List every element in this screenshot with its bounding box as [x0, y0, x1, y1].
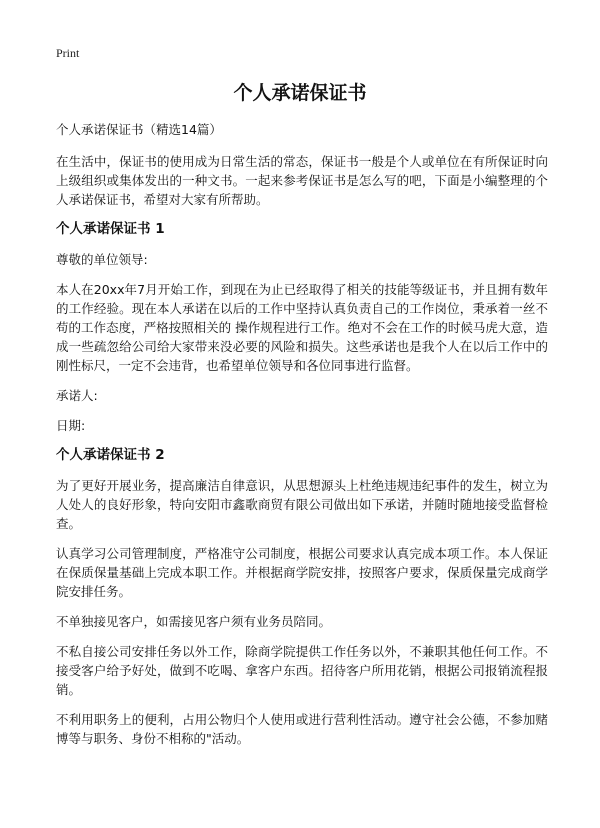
section-2-paragraph: 不私自接公司安排任务以外工作，除商学院提供工作任务以外，不兼职其他任何工作。不接受客户给予好处，做到不吃喝、拿客户东西。招待客户所用花销，根据公司报销流程报销。: [56, 644, 548, 697]
page-title: 个人承诺保证书: [233, 82, 367, 104]
section-2-paragraph: 认真学习公司管理制度，严格准守公司制度，根据公司要求认真完成本项工作。本人保证在保质保量基础上完成本职工作。并根据商学院安排，按照客户要求，保质保量完成商学院安排任务。: [56, 546, 548, 599]
section-2-paragraph: 不利用职务上的便利，占用公物归个人使用或进行营利性活动。遵守社会公德，不参加赌博等与职务、身份不相称的"活动。: [56, 712, 548, 746]
section-heading-2: 个人承诺保证书 2: [56, 447, 165, 463]
print-label[interactable]: Print: [56, 46, 80, 60]
section-1-body: 本人在20xx年7月开始工作，到现在为止已经取得了相关的技能等级证书，并且拥有数年的工作经验。现在本人承诺在以后的工作中坚持认真负责自己的工作岗位，秉承着一丝不苟的工作态度，严格按照相关的 操作规程进行工作。绝对不会在工作的时候马虎大意，造成一些疏忽给公司给大家带来没必要的风险和损失。这些承诺也是我个人在以后工作中的刚性标尺，一定不会违背，也希望单位领导和各位同事进行监督。: [56, 282, 548, 373]
signer-label: 承诺人:: [56, 388, 98, 403]
document-subtitle: 个人承诺保证书（精选14篇）: [56, 122, 222, 137]
document-body: [56, 120, 548, 759]
section-2-paragraph: 为了更好开展业务，提高廉洁自律意识，从思想源头上杜绝违规违纪事件的发生，树立为人处人的良好形象，特向安阳市鑫歌商贸有限公司做出如下承诺，并随时随地接受监督检查。: [56, 478, 548, 531]
intro-paragraph: 在生活中，保证书的使用成为日常生活的常态，保证书一般是个人或单位在有所保证时向上级组织或集体发出的一种文书。一起来参考保证书是怎么写的吧，下面是小编整理的个人承诺保证书，希望对大家有所帮助。: [56, 154, 548, 207]
section-2-paragraph: 不单独接见客户，如需接见客户须有业务员陪同。: [56, 614, 332, 629]
salutation: 尊敬的单位领导:: [56, 252, 148, 267]
section-heading-1: 个人承诺保证书 1: [56, 221, 165, 237]
date-label: 日期:: [56, 418, 86, 433]
